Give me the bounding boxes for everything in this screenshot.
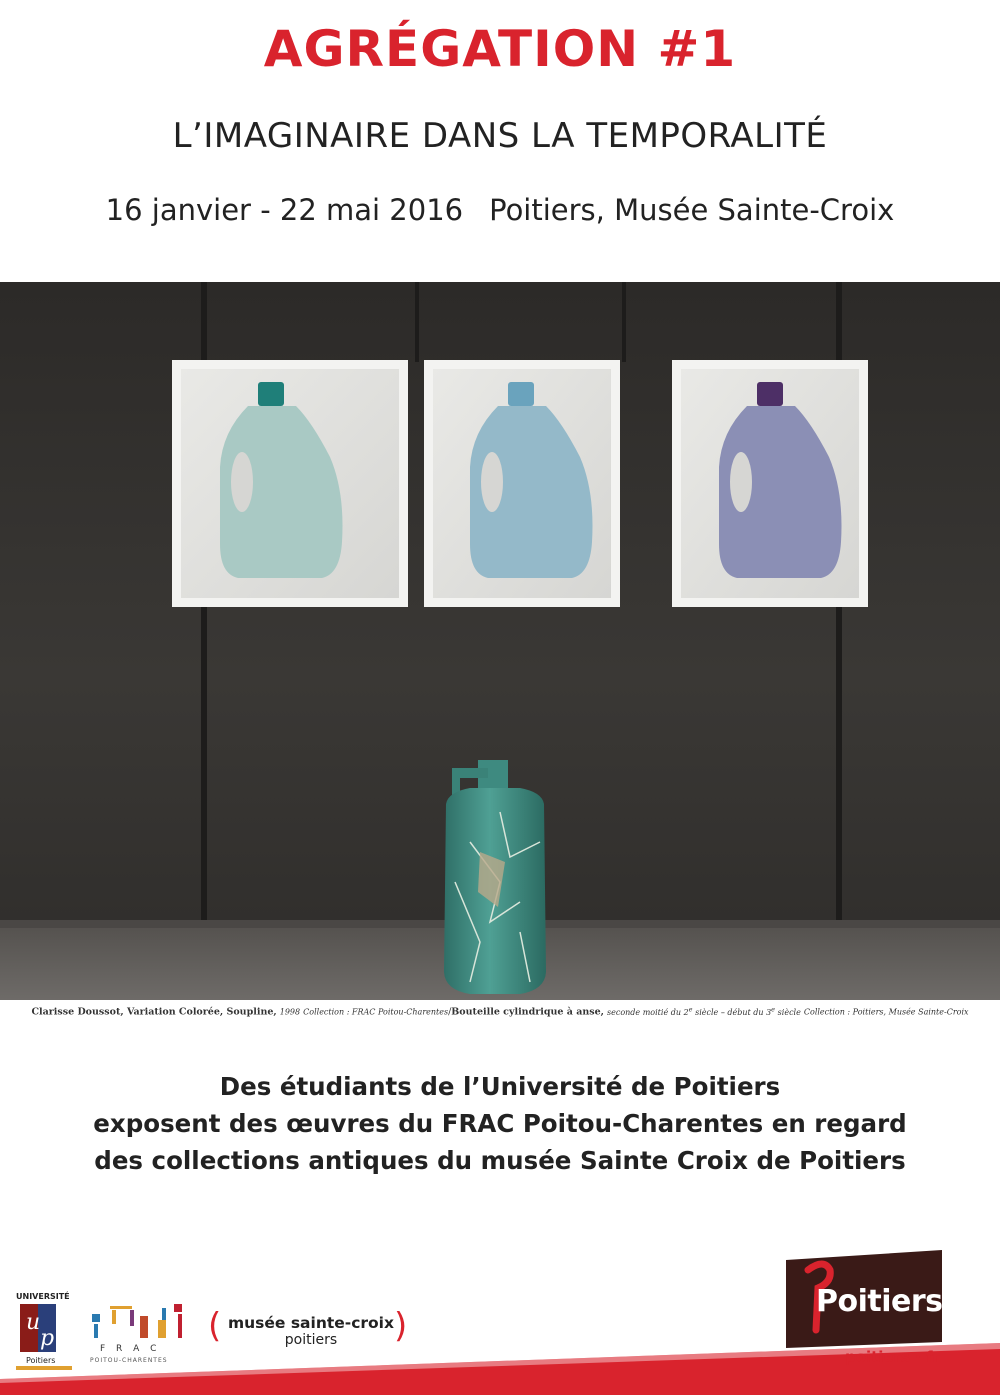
poster-title: AGRÉGATION #1 bbox=[263, 20, 737, 78]
caption-work2: Bouteille cylindrique à anse, bbox=[451, 1006, 604, 1018]
exhibition-location: Poitiers, Musée Sainte-Croix bbox=[489, 193, 895, 227]
framed-print-blue bbox=[424, 360, 620, 607]
musee-sainte-croix-logo: ( musée sainte-croix poitiers ) bbox=[208, 1306, 408, 1348]
caption-work1-year: 1998 bbox=[279, 1007, 301, 1017]
exhibition-dates-location bbox=[0, 193, 1000, 227]
poitiers-wordmark: Poitiers bbox=[816, 1284, 943, 1319]
musee-city: poitiers bbox=[284, 1332, 338, 1348]
description-line: Des étudiants de l’Université de Poitiers bbox=[219, 1072, 781, 1101]
framed-print-teal bbox=[172, 360, 408, 607]
photo-caption bbox=[0, 1005, 1000, 1018]
caption-work2-date: seconde moitié du 2e siècle – début du 3e siècle bbox=[607, 1005, 801, 1017]
university-poitiers-logo: UNIVERSITÉ u p Poitiers bbox=[12, 1292, 72, 1372]
exhibition-dates: 16 janvier - 22 mai 2016 bbox=[105, 193, 464, 227]
caption-work1: Clarisse Doussot, Variation Colorée, Soupline, bbox=[31, 1006, 277, 1018]
exhibition-photo bbox=[0, 282, 1000, 1000]
frac-logo: F R A C POITOU-CHARENTES bbox=[86, 1300, 196, 1370]
description-line: exposent des œuvres du FRAC Poitou-Charentes en regard bbox=[93, 1109, 907, 1138]
framed-print-purple bbox=[672, 360, 868, 607]
caption-work2-collection: Collection : Poitiers, Musée Sainte-Croix bbox=[803, 1007, 969, 1017]
caption-separator: / bbox=[448, 1006, 452, 1018]
poster-subtitle: L’IMAGINAIRE DANS LA TEMPORALITÉ bbox=[172, 116, 828, 156]
description-line: des collections antiques du musée Sainte Croix de Poitiers bbox=[94, 1146, 906, 1175]
musee-name: musée sainte-croix bbox=[227, 1314, 394, 1332]
antique-glass-bottle bbox=[444, 760, 546, 994]
poitiers-url: poitiers · fr bbox=[844, 1348, 940, 1366]
caption-work1-collection: Collection : FRAC Poitou-Charentes bbox=[303, 1007, 449, 1017]
exhibition-description bbox=[0, 1068, 1000, 1179]
